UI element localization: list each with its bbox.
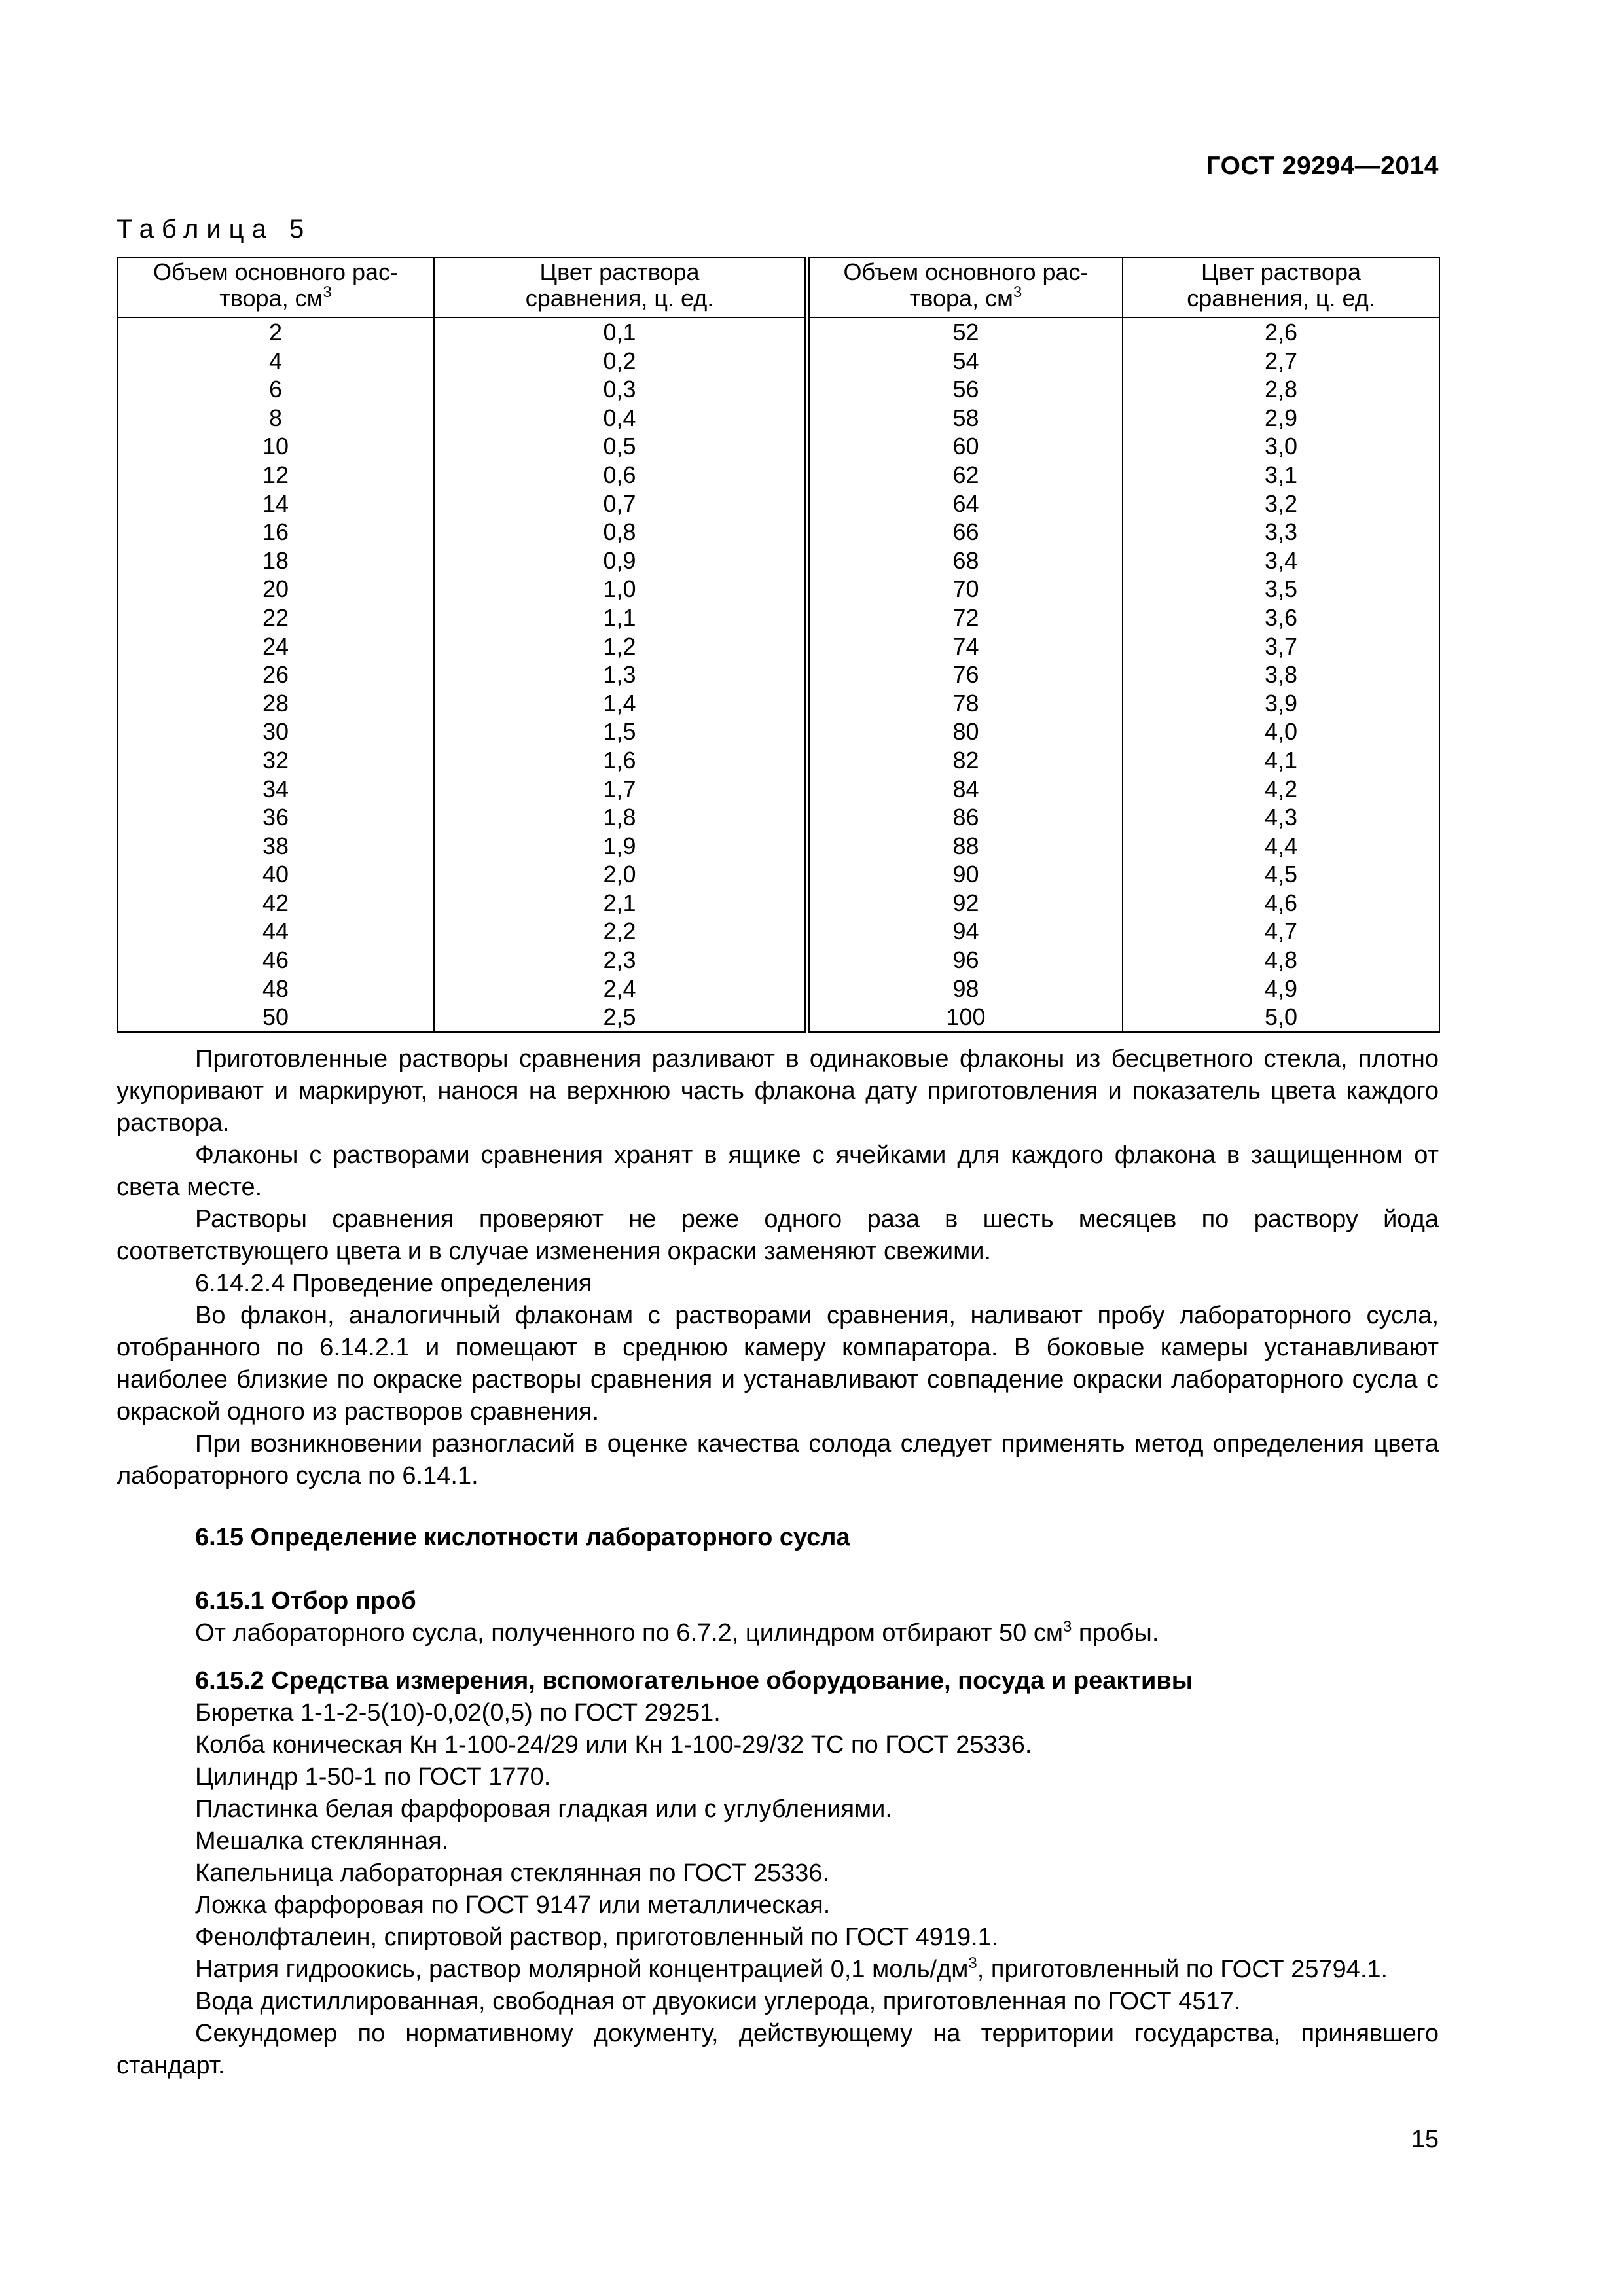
table-cell: 1,4 bbox=[434, 689, 807, 718]
table-cell: 2,3 bbox=[434, 946, 807, 975]
table-cell: 0,9 bbox=[434, 547, 807, 575]
table-cell: 2,4 bbox=[434, 975, 807, 1003]
table-row bbox=[117, 860, 1439, 889]
paragraph: Флаконы с растворами сравнения хранят в ящике с ячейками для каждого флакона в защищенном от света месте. bbox=[117, 1141, 1439, 1201]
list-item: Натрия гидроокись, раствор молярной концентрацией 0,1 моль/$дм^3$, приготовленный по ГОСТ 25794.1. bbox=[195, 1954, 1388, 1983]
table-cell: 12 bbox=[117, 461, 434, 490]
paragraph: При возникновении разногласий в оценке качества солода следует применять метод определения цвета лабораторного сусла по 6.14.1. bbox=[117, 1430, 1439, 1490]
table-cell: 3,2 bbox=[1123, 490, 1439, 518]
table-cell: 1,1 bbox=[434, 603, 807, 632]
table-row bbox=[117, 404, 1439, 433]
paragraph: Приготовленные растворы сравнения разливают в одинаковые флаконы из бесцветного стекла, плотно укупоривают и маркируют, нанося на верхнюю часть флакона дату приготовления и показатель цвета каждого раствора. bbox=[117, 1045, 1439, 1137]
table-cell: 62 bbox=[807, 461, 1123, 490]
table-cell: 58 bbox=[807, 404, 1123, 433]
list-item: Ложка фарфоровая по ГОСТ 9147 или металлическая. bbox=[195, 1892, 831, 1919]
table-cell: 78 bbox=[807, 689, 1123, 718]
table-row bbox=[117, 490, 1439, 518]
header-volume-2: Объем основного рас- твора, $см^3$ bbox=[807, 257, 1123, 317]
table-row bbox=[117, 689, 1439, 718]
table-cell: 20 bbox=[117, 575, 434, 603]
paragraph: Во флакон, аналогичный флаконам с растворами сравнения, наливают пробу лабораторного сусла, отобранного по 6.14.2.1 и помещают в среднюю камеру компаратора. В боковые камеры устанавливают наиболее близкие по окраске растворы сравнения и устанавливают совпадение окраски лабораторного сусла с окраской одного из растворов сравнения. bbox=[117, 1302, 1439, 1426]
table-cell: 0,3 bbox=[434, 375, 807, 404]
table-cell: 4,4 bbox=[1123, 832, 1439, 861]
table-cell: 46 bbox=[117, 946, 434, 975]
table-cell: 38 bbox=[117, 832, 434, 861]
table-cell: 68 bbox=[807, 547, 1123, 575]
table-cell: 1,3 bbox=[434, 660, 807, 689]
table-cell: 3,4 bbox=[1123, 547, 1439, 575]
list-item: Фенолфталеин, спиртовой раствор, приготовленный по ГОСТ 4919.1. bbox=[195, 1924, 999, 1951]
table-cell: 4,5 bbox=[1123, 860, 1439, 889]
table-cell: 2,7 bbox=[1123, 347, 1439, 376]
table-cell: 0,7 bbox=[434, 490, 807, 518]
table-row bbox=[117, 317, 1439, 347]
table-cell: 90 bbox=[807, 860, 1123, 889]
table-cell: 44 bbox=[117, 917, 434, 946]
table-row bbox=[117, 660, 1439, 689]
table-cell: 3,0 bbox=[1123, 432, 1439, 461]
subsection-heading: 6.14.2.4 Проведение определения bbox=[195, 1270, 592, 1297]
table-cell: 34 bbox=[117, 775, 434, 804]
table-cell: 1,0 bbox=[434, 575, 807, 603]
table-cell: 24 bbox=[117, 632, 434, 661]
table-cell: 4,2 bbox=[1123, 775, 1439, 804]
table-cell: 100 bbox=[807, 1003, 1123, 1032]
table-header-row bbox=[117, 257, 1439, 317]
table-cell: 98 bbox=[807, 975, 1123, 1003]
table-cell: 3,8 bbox=[1123, 660, 1439, 689]
table-row bbox=[117, 632, 1439, 661]
section-heading: 6.15 Определение кислотности лабораторного сусла bbox=[195, 1524, 850, 1551]
table-cell: 94 bbox=[807, 917, 1123, 946]
table-cell: 2,0 bbox=[434, 860, 807, 889]
table-cell: 56 bbox=[807, 375, 1123, 404]
table-cell: 0,2 bbox=[434, 347, 807, 376]
table-cell: 4,6 bbox=[1123, 889, 1439, 918]
table-cell: 4,8 bbox=[1123, 946, 1439, 975]
table-cell: 82 bbox=[807, 746, 1123, 775]
table-cell: 2,2 bbox=[434, 917, 807, 946]
paragraph: От лабораторного сусла, полученного по 6.7.2, цилиндром отбирают 50 $см^3$ пробы. bbox=[195, 1618, 1159, 1647]
table-cell: 1,9 bbox=[434, 832, 807, 861]
table-cell: 0,1 bbox=[434, 317, 807, 347]
table-cell: 3,5 bbox=[1123, 575, 1439, 603]
table-cell: 3,3 bbox=[1123, 518, 1439, 547]
list-item: Секундомер по нормативному документу, действующему на территории государства, принявшего стандарт. bbox=[117, 2020, 1439, 2079]
list-item: Мешалка стеклянная. bbox=[195, 1827, 449, 1855]
table-cell: 36 bbox=[117, 803, 434, 832]
table-cell: 22 bbox=[117, 603, 434, 632]
table-row bbox=[117, 518, 1439, 547]
table-title: Таблица 5 bbox=[117, 215, 312, 243]
table-cell: 8 bbox=[117, 404, 434, 433]
table-row bbox=[117, 775, 1439, 804]
table-cell: 4,9 bbox=[1123, 975, 1439, 1003]
table-cell: 32 bbox=[117, 746, 434, 775]
table-cell: 30 bbox=[117, 717, 434, 746]
subsection-heading: 6.15.1 Отбор проб bbox=[195, 1587, 416, 1615]
body-text bbox=[117, 1043, 1439, 2082]
table-cell: 76 bbox=[807, 660, 1123, 689]
table-row bbox=[117, 803, 1439, 832]
table-cell: 16 bbox=[117, 518, 434, 547]
table-cell: 26 bbox=[117, 660, 434, 689]
table-row bbox=[117, 975, 1439, 1003]
page-number: 15 bbox=[1411, 2126, 1439, 2153]
table-cell: 64 bbox=[807, 490, 1123, 518]
table-cell: 2,6 bbox=[1123, 317, 1439, 347]
document-header: ГОСТ 29294—2014 bbox=[1206, 152, 1439, 180]
table-cell: 2,9 bbox=[1123, 404, 1439, 433]
table-cell: 4 bbox=[117, 347, 434, 376]
table-cell: 2,1 bbox=[434, 889, 807, 918]
table-cell: 66 bbox=[807, 518, 1123, 547]
table-cell: 48 bbox=[117, 975, 434, 1003]
table-cell: 6 bbox=[117, 375, 434, 404]
table-cell: 4,7 bbox=[1123, 917, 1439, 946]
table-cell: 1,2 bbox=[434, 632, 807, 661]
table-cell: 88 bbox=[807, 832, 1123, 861]
list-item: Цилиндр 1-50-1 по ГОСТ 1770. bbox=[195, 1763, 551, 1791]
table-row bbox=[117, 832, 1439, 861]
table-row bbox=[117, 1003, 1439, 1032]
table-cell: 0,6 bbox=[434, 461, 807, 490]
table-cell: 42 bbox=[117, 889, 434, 918]
table-row bbox=[117, 917, 1439, 946]
table-cell: 52 bbox=[807, 317, 1123, 347]
table-cell: 2,8 bbox=[1123, 375, 1439, 404]
table-cell: 3,1 bbox=[1123, 461, 1439, 490]
table-row bbox=[117, 432, 1439, 461]
table-cell: 0,4 bbox=[434, 404, 807, 433]
table-cell: 4,1 bbox=[1123, 746, 1439, 775]
equipment-list bbox=[117, 1697, 1439, 1954]
table-cell: 1,8 bbox=[434, 803, 807, 832]
table-cell: 10 bbox=[117, 432, 434, 461]
table-cell: 1,6 bbox=[434, 746, 807, 775]
header-color-1: Цвет раствора сравнения, ц. ед. bbox=[434, 257, 807, 317]
table-cell: 2,5 bbox=[434, 1003, 807, 1032]
list-item: Бюретка 1-1-2-5(10)-0,02(0,5) по ГОСТ 29251. bbox=[195, 1699, 721, 1727]
table-cell: 18 bbox=[117, 547, 434, 575]
table-row bbox=[117, 575, 1439, 603]
list-item: Вода дистиллированная, свободная от двуокиси углерода, приготовленная по ГОСТ 4517. bbox=[195, 1988, 1241, 2015]
table-cell: 54 bbox=[807, 347, 1123, 376]
table-cell: 86 bbox=[807, 803, 1123, 832]
table-cell: 60 bbox=[807, 432, 1123, 461]
table-row bbox=[117, 547, 1439, 575]
list-item: Пластинка белая фарфоровая гладкая или с углублениями. bbox=[195, 1795, 892, 1823]
table-row bbox=[117, 347, 1439, 376]
table-row bbox=[117, 746, 1439, 775]
table-cell: 5,0 bbox=[1123, 1003, 1439, 1032]
table-row bbox=[117, 461, 1439, 490]
table-cell: 14 bbox=[117, 490, 434, 518]
table-row bbox=[117, 375, 1439, 404]
table-cell: 2 bbox=[117, 317, 434, 347]
table-cell: 0,8 bbox=[434, 518, 807, 547]
table-cell: 3,7 bbox=[1123, 632, 1439, 661]
table-row bbox=[117, 717, 1439, 746]
table-cell: 74 bbox=[807, 632, 1123, 661]
table-cell: 72 bbox=[807, 603, 1123, 632]
table-cell: 84 bbox=[807, 775, 1123, 804]
table-cell: 70 bbox=[807, 575, 1123, 603]
list-item: Колба коническая Кн 1-100-24/29 или Кн 1-100-29/32 ТС по ГОСТ 25336. bbox=[195, 1731, 1032, 1759]
table-cell: 96 bbox=[807, 946, 1123, 975]
table-cell: 92 bbox=[807, 889, 1123, 918]
table-cell: 40 bbox=[117, 860, 434, 889]
table-row bbox=[117, 889, 1439, 918]
color-reference-table bbox=[117, 257, 1440, 1033]
table-cell: 50 bbox=[117, 1003, 434, 1032]
table-cell: 4,3 bbox=[1123, 803, 1439, 832]
list-item: Капельница лабораторная стеклянная по ГОСТ 25336. bbox=[195, 1859, 830, 1887]
table-cell: 80 bbox=[807, 717, 1123, 746]
table-cell: 1,7 bbox=[434, 775, 807, 804]
header-volume-1: Объем основного рас- твора, $см^3$ bbox=[117, 257, 434, 317]
table-row bbox=[117, 603, 1439, 632]
table-cell: 0,5 bbox=[434, 432, 807, 461]
header-color-2: Цвет раствора сравнения, ц. ед. bbox=[1123, 257, 1439, 317]
table-row bbox=[117, 946, 1439, 975]
table-cell: 4,0 bbox=[1123, 717, 1439, 746]
table-cell: 3,9 bbox=[1123, 689, 1439, 718]
table-cell: 3,6 bbox=[1123, 603, 1439, 632]
paragraph: Растворы сравнения проверяют не реже одного раза в шесть месяцев по раствору йода соответствующего цвета и в случае изменения окраски заменяют свежими. bbox=[117, 1206, 1439, 1265]
subsection-heading: 6.15.2 Средства измерения, вспомогательное оборудование, посуда и реактивы bbox=[195, 1667, 1193, 1695]
table-cell: 1,5 bbox=[434, 717, 807, 746]
table-cell: 28 bbox=[117, 689, 434, 718]
